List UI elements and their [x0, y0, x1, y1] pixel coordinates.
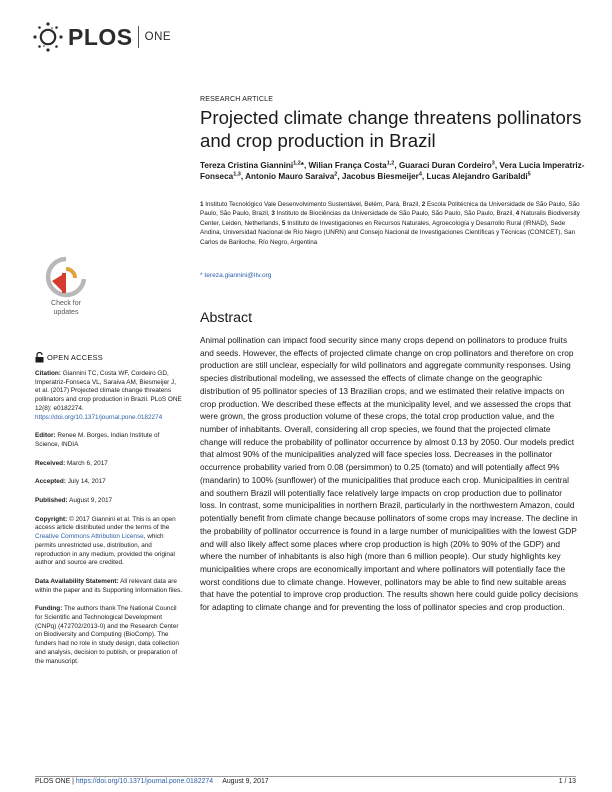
open-access-label — [35, 352, 103, 363]
editor-label: Editor: — [35, 432, 56, 440]
footer-journal: PLOS ONE — [35, 778, 71, 785]
copyright — [35, 516, 183, 568]
editor — [35, 432, 183, 449]
footer-separator: | — [72, 778, 74, 785]
corresponding-mark: * — [200, 272, 203, 279]
funding — [35, 605, 183, 666]
article-metadata — [35, 370, 183, 676]
journal-name: PLOS — [68, 23, 133, 50]
affiliations — [200, 200, 582, 247]
affiliation-number: 1 — [200, 201, 206, 208]
check-for-updates-badge[interactable] — [38, 255, 94, 317]
funding-label: Funding: — [35, 605, 63, 613]
license-link[interactable]: Creative Commons Attribution License — [35, 533, 144, 541]
published-text: August 9, 2017 — [69, 497, 113, 505]
data-availability-label: Data Availability Statement: — [35, 577, 119, 585]
author-name[interactable]: Jacobus Biesmeijer — [341, 172, 419, 181]
check-for-updates-icon — [38, 255, 94, 317]
author-affiliation-marker: 2 — [334, 171, 338, 178]
copyright-text-end: , which permits unrestricted use, distribution, and reproduction in any medium, provided the original author and source are credited. — [35, 533, 175, 567]
data-availability — [35, 578, 183, 595]
data-availability-text: All relevant data are within the paper and its Supporting Information files. — [35, 577, 183, 594]
citation-doi-link[interactable]: https://doi.org/10.1371/journal.pone.0182274 — [35, 413, 163, 421]
author-list: Tereza Cristina Giannini$^{1,2}$*, Wilian França Costa$^{1,2}$, Guaraci Duran Cordeiro$^3$, Vera Lucia Imperatriz-Fonseca$^{1,3}$, Antonio Mauro Saraiva$^2$, Jacobus Biesmeijer$^4$, Lucas Alejandro Garibaldi$^5$ — [200, 160, 585, 181]
author-affiliation-marker: 4 — [418, 171, 422, 178]
article-title: Projected climate change threatens pollinators and crop production in Brazil — [200, 107, 582, 151]
funding-text: The authors thank The National Council for Scientific and Technological Development (CNPq) (472702/2013-0) and the Research Center on Biodiversity and Computing (BioComp). The funders had no role in study design, data collection and analysis, decision to publish, or preparation of the manuscript. — [35, 605, 179, 665]
author-name[interactable]: Lucas Alejandro Garibaldi — [426, 172, 528, 181]
affiliation-text: Instituto Tecnológico Vale Desenvolvimento Sustentável, Belém, Pará, Brazil, — [205, 201, 422, 208]
accepted-date — [35, 478, 183, 487]
author-affiliation-marker: 1,2 — [293, 160, 301, 167]
article-type: RESEARCH ARTICLE — [200, 96, 274, 103]
author-affiliation-marker: 1,2 — [386, 160, 395, 167]
author-name[interactable]: Vera Lucia Imperatriz-Fonseca — [200, 161, 585, 181]
accepted-label: Accepted: — [35, 478, 66, 486]
author-name[interactable]: Antonio Mauro Saraiva — [245, 172, 335, 181]
received-date — [35, 460, 183, 469]
author-name[interactable]: Wilian França Costa — [308, 161, 387, 170]
footer-divider — [35, 776, 576, 777]
journal-logo[interactable] — [30, 18, 171, 56]
affiliation-text: Instituto de Investigaciones en Recursos Naturales, Agroecología y Desarrollo Rural (IRNAD), Sede Andina, Universidad Nacional de Río Negro (UNRN) and Consejo Nacional de Investigaciones Científicas y Técnicas (CONICET), San Carlos de Bariloche, Río Negro, Argentina — [200, 219, 576, 246]
affiliation-text: Escola Politécnica da Universidade de São Paulo, São Paulo, São Paulo, Brazil, — [200, 201, 580, 218]
page-footer — [35, 778, 269, 785]
author-name[interactable]: Tereza Cristina Giannini — [200, 161, 294, 170]
affiliation-number: 2 — [421, 201, 427, 208]
email-link[interactable]: tereza.giannini@itv.org — [204, 272, 272, 279]
copyright-text: © 2017 Giannini et al. This is an open access article distributed under the terms of the — [35, 515, 176, 532]
editor-text: Renee M. Borges, Indian Institute of Science, INDIA — [35, 432, 160, 448]
citation — [35, 370, 183, 422]
footer-date: August 9, 2017 — [222, 778, 269, 785]
logo-divider — [138, 26, 139, 48]
badge-line1: Check for — [51, 300, 81, 307]
page-number: 1 / 13 — [558, 778, 576, 785]
affiliation-number: 4 — [515, 210, 522, 218]
open-access-text: OPEN ACCESS — [47, 353, 103, 362]
affiliation-number: 5 — [281, 219, 288, 227]
affiliation-number: 3 — [271, 210, 277, 218]
footer-doi-link[interactable]: https://doi.org/10.1371/journal.pone.0182274 — [75, 778, 214, 785]
open-lock-icon — [35, 352, 44, 363]
plos-logo-icon — [30, 19, 66, 55]
corresponding-author-mark: * — [300, 161, 304, 170]
published-date — [35, 497, 183, 506]
received-text: March 6, 2017 — [66, 459, 108, 467]
badge-line2: updates — [53, 309, 79, 316]
citation-text: Giannini TC, Costa WF, Cordeiro GD, Imperatriz-Fonseca VL, Saraiva AM, Biesmeijer J, et al. (2017) Projected climate change threatens pollinators and crop production in Brazil. PLoS ONE 12(8): e0182274. — [35, 370, 182, 412]
author-affiliation-marker: 5 — [527, 171, 531, 178]
received-label: Received: — [35, 459, 66, 467]
citation-label: Citation: — [35, 370, 61, 377]
corresponding-email[interactable] — [200, 272, 580, 279]
affiliation-text: Instituto de Biociências da Universidade de São Paulo, São Paulo, São Paulo, Brazil, — [276, 210, 516, 218]
affiliation-text: Naturalis Biodiversity Center, Leiden, Netherlands, — [200, 210, 580, 227]
journal-subname: ONE — [144, 31, 172, 43]
accepted-text: July 14, 2017 — [67, 478, 106, 486]
copyright-label: Copyright: — [35, 515, 68, 523]
abstract-heading: Abstract — [200, 310, 253, 326]
author-affiliation-marker: 3 — [491, 160, 495, 167]
author-affiliation-marker: 1,3 — [233, 171, 241, 178]
author-name[interactable]: Guaraci Duran Cordeiro — [398, 161, 492, 170]
abstract-text: Animal pollination can impact food security since many crops depend on pollinators to produce fruits and seeds. However, the effects of projected climate change on crop pollinators and therefore on crop production are still unclear, especially for wild pollinators and aggregate community responses. Using species distributional modeling, we assessed the effects of climate change on the geographic distribution of 95 pollinator species of 13 Brazilian crops, and we estimated their relative impacts on crop production. We described these effects at the municipality level, and we assessed the crops that were grown, the gross production volume of these crops, the total crop production value, and the number of inhabitants. Overall, considering all crop species, we found that the projected climate change will reduce the probability of pollinator occurrence by almost 0.13 by 2050. Our models predict that almost 90% of the municipalities analyzed will face species loss. Decreases in the pollinator occurrence probability varied from 0.08 (persimmon) to 0.25 (tomato) and will potentially affect 9% (mandarin) to 100% (sunflower) of the municipalities that produce each crop. Municipalities in central and southern Brazil will potentially face relatively large impacts on crop production due to pollinator loss. In contrast, some municipalities in northern Brazil, particularly in the northwestern Amazon, could potentially benefit from climate change because pollinators of some crops may increase. The decline in the probability of pollinator occurrence is found in a large number of municipalities with the lowest GDP and will also likely affect some places where crop production is high (20% to 90% of the GDP) and where the number of inhabitants is also high (more than 6 million people). Our study highlights key municipalities where crops are economically important and where pollinators will potentially face the worst conditions due to climate change. However, pollinators may be able to find new suitable areas that have the potential to improve crop production. The results shown here could guide policy decisions for adapting to climate change and for preventing the loss of pollinator species and crop production. — [200, 335, 579, 613]
published-label: Published: — [35, 497, 68, 505]
